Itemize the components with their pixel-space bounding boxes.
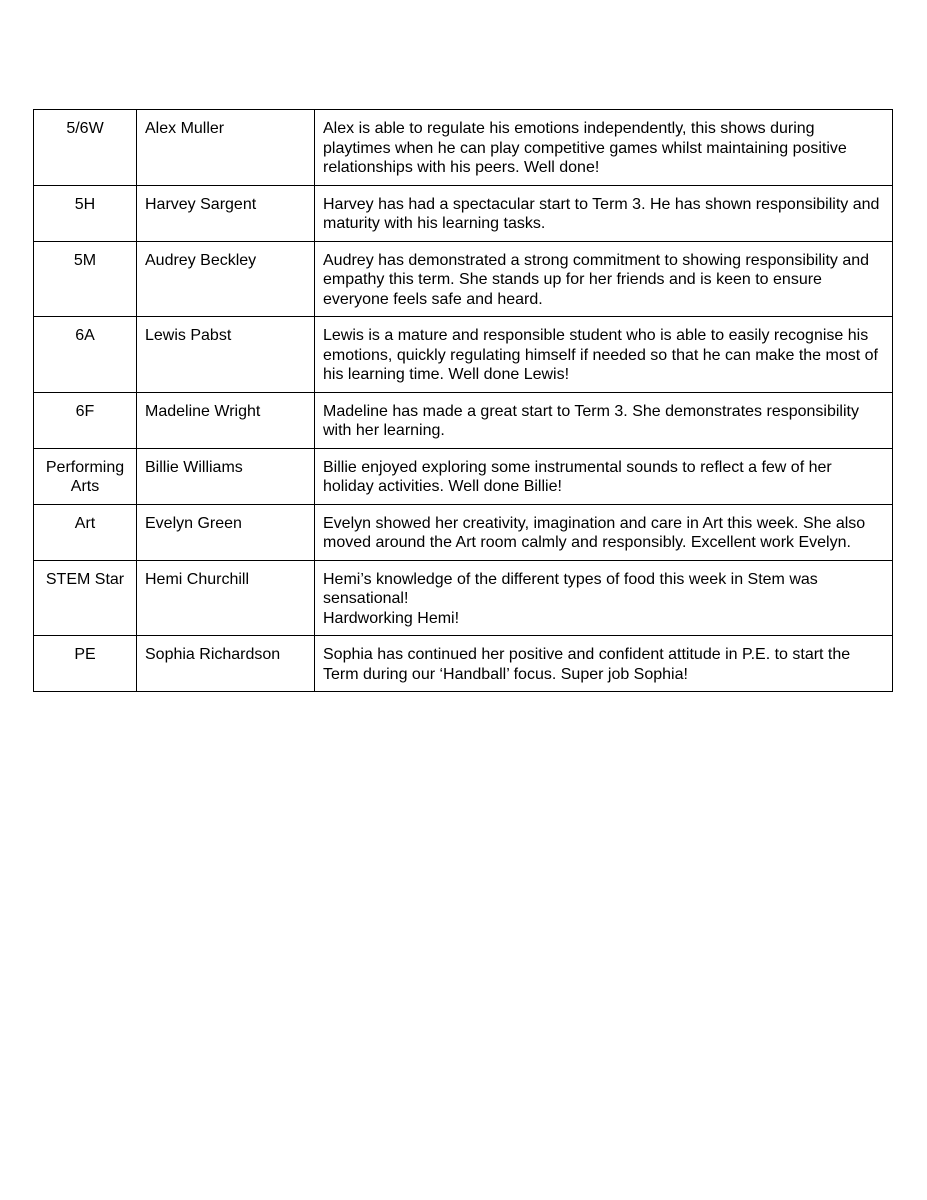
student-name-cell: Hemi Churchill — [137, 560, 315, 636]
table-row — [34, 504, 893, 560]
student-name-cell: Audrey Beckley — [137, 241, 315, 317]
comment-cell: Sophia has continued her positive and confident attitude in P.E. to start the Term during our ‘Handball’ focus. Super job Sophia! — [315, 636, 893, 692]
student-name-cell: Harvey Sargent — [137, 185, 315, 241]
comment-cell: Madeline has made a great start to Term 3. She demonstrates responsibility with her learning. — [315, 392, 893, 448]
student-name-cell: Lewis Pabst — [137, 317, 315, 393]
comment-cell: Harvey has had a spectacular start to Term 3. He has shown responsibility and maturity with his learning tasks. — [315, 185, 893, 241]
awards-table-body — [34, 110, 893, 692]
class-cell: Performing Arts — [34, 448, 137, 504]
class-cell: STEM Star — [34, 560, 137, 636]
class-cell: 6A — [34, 317, 137, 393]
student-name-cell: Billie Williams — [137, 448, 315, 504]
class-cell: Art — [34, 504, 137, 560]
comment-cell: Hemi’s knowledge of the different types of food this week in Stem was sensational! Hardworking Hemi! — [315, 560, 893, 636]
student-name-cell: Madeline Wright — [137, 392, 315, 448]
table-row — [34, 110, 893, 186]
table-row — [34, 560, 893, 636]
table-row — [34, 636, 893, 692]
class-cell: 6F — [34, 392, 137, 448]
student-name-cell: Alex Muller — [137, 110, 315, 186]
table-row — [34, 392, 893, 448]
comment-cell: Lewis is a mature and responsible student who is able to easily recognise his emotions, quickly regulating himself if needed so that he can make the most of his learning time. Well done Lewis! — [315, 317, 893, 393]
comment-cell: Audrey has demonstrated a strong commitment to showing responsibility and empathy this term. She stands up for her friends and is keen to ensure everyone feels safe and heard. — [315, 241, 893, 317]
awards-table — [33, 109, 893, 692]
table-row — [34, 317, 893, 393]
class-cell: 5/6W — [34, 110, 137, 186]
comment-cell: Evelyn showed her creativity, imagination and care in Art this week. She also moved around the Art room calmly and responsibly. Excellent work Evelyn. — [315, 504, 893, 560]
table-row — [34, 241, 893, 317]
class-cell: 5M — [34, 241, 137, 317]
table-row — [34, 185, 893, 241]
class-cell: PE — [34, 636, 137, 692]
comment-cell: Alex is able to regulate his emotions independently, this shows during playtimes when he can play competitive games whilst maintaining positive relationships with his peers. Well done! — [315, 110, 893, 186]
table-row — [34, 448, 893, 504]
student-name-cell: Sophia Richardson — [137, 636, 315, 692]
student-name-cell: Evelyn Green — [137, 504, 315, 560]
class-cell: 5H — [34, 185, 137, 241]
comment-cell: Billie enjoyed exploring some instrumental sounds to reflect a few of her holiday activities. Well done Billie! — [315, 448, 893, 504]
